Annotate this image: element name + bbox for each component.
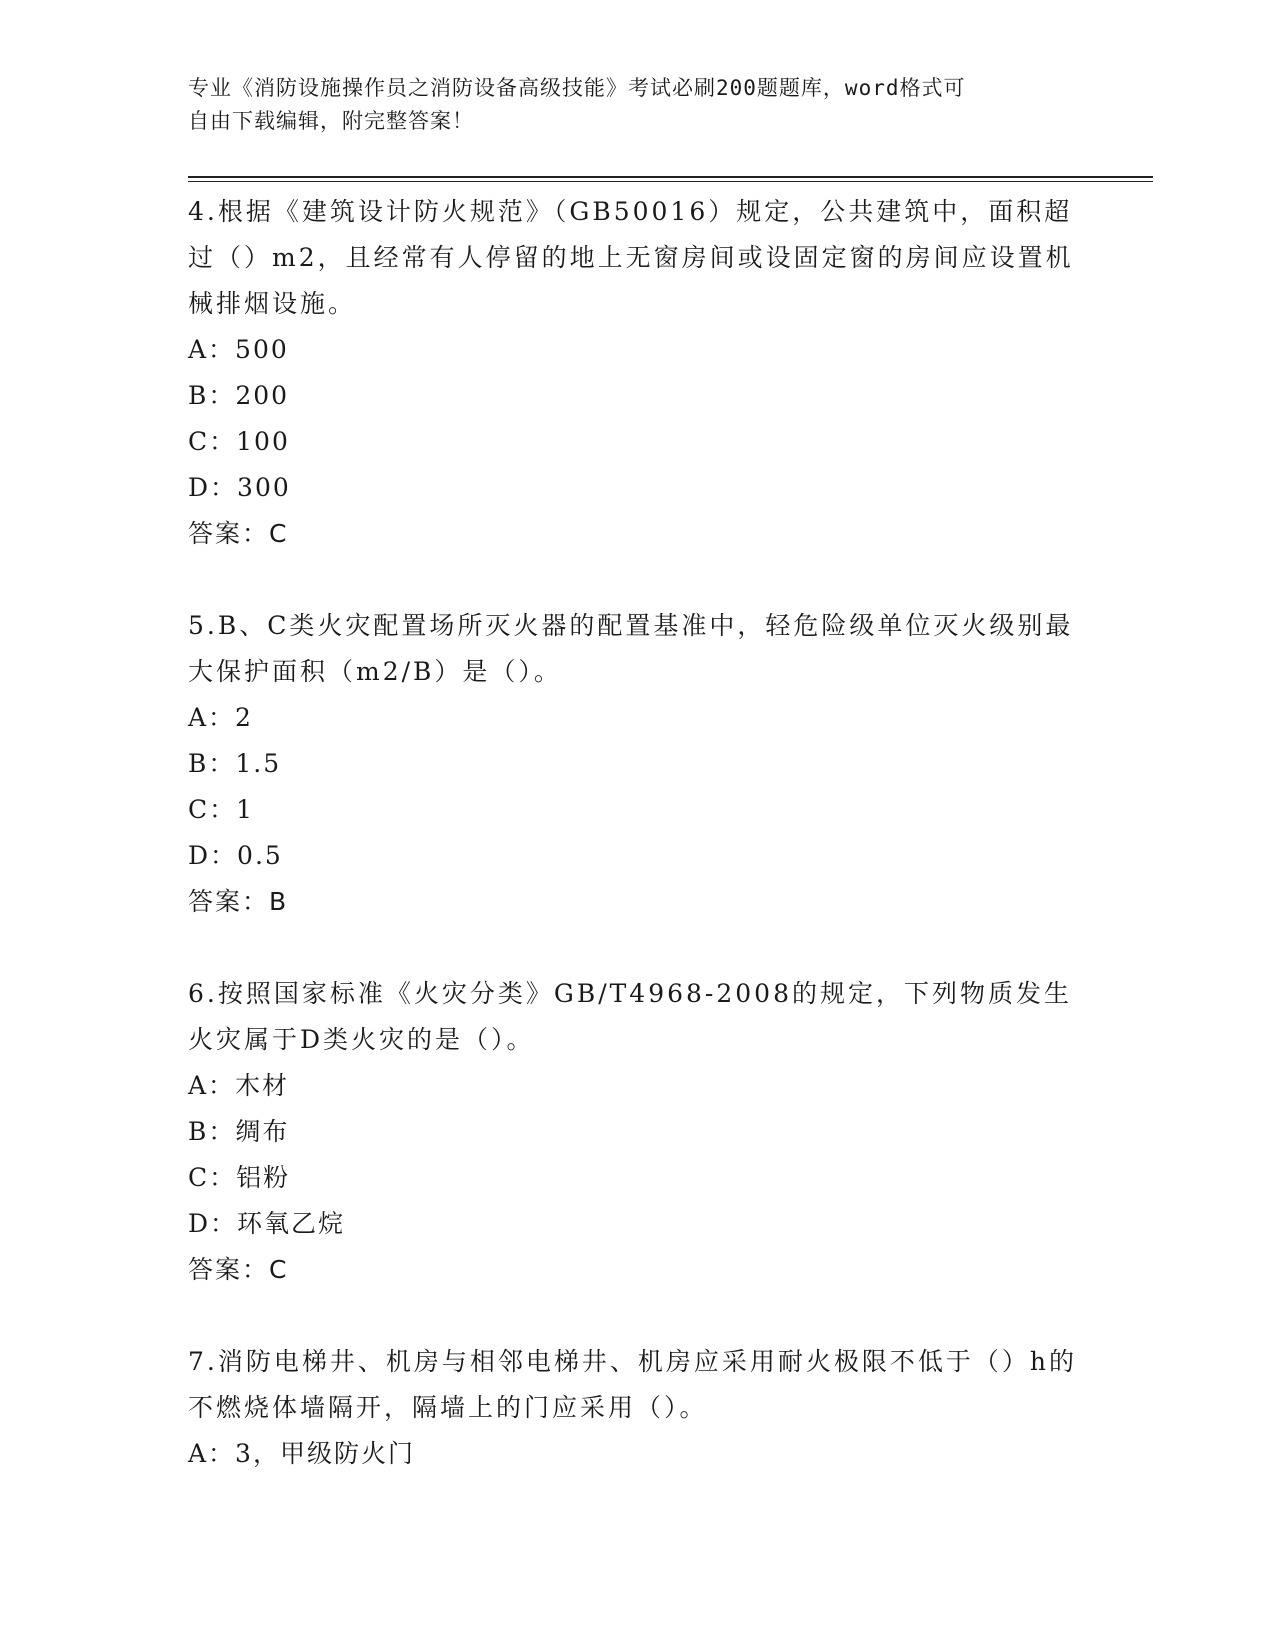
answer-label: 答案：C bbox=[188, 1255, 289, 1284]
option-b: B：绸布 bbox=[188, 1117, 290, 1146]
option-c: C：100 bbox=[188, 427, 290, 456]
question-text: 4.根据《建筑设计防火规范》（GB50016）规定，公共建筑中，面积超过（）m2，且经常有人停留的地上无窗房间或设固定窗的房间应设置机械排烟设施。 bbox=[188, 197, 1074, 318]
header-line-1: 专业《消防设施操作员之消防设备高级技能》考试必刷200题题库，word格式可 bbox=[188, 76, 966, 100]
option-a: A：3，甲级防火门 bbox=[188, 1439, 415, 1468]
question-item bbox=[188, 971, 1088, 1293]
question-item bbox=[188, 1339, 1088, 1477]
answer-label: 答案：C bbox=[188, 519, 289, 548]
option-a: A：木材 bbox=[188, 1071, 290, 1100]
option-d: D：环氧乙烷 bbox=[188, 1209, 346, 1238]
option-a: A：2 bbox=[188, 703, 253, 732]
option-b: B：1.5 bbox=[188, 749, 282, 778]
question-list bbox=[188, 189, 1088, 1523]
option-c: C：铝粉 bbox=[188, 1163, 291, 1192]
question-item bbox=[188, 189, 1088, 557]
option-d: D：0.5 bbox=[188, 841, 283, 870]
option-c: C：1 bbox=[188, 795, 255, 824]
question-item bbox=[188, 603, 1088, 925]
question-text: 5.B、C类火灾配置场所灭火器的配置基准中，轻危险级单位灭火级别最大保护面积（m2/B）是（）。 bbox=[188, 611, 1074, 686]
header-line-2: 自由下载编辑，附完整答案！ bbox=[188, 109, 474, 133]
question-text: 7.消防电梯井、机房与相邻电梯井、机房应采用耐火极限不低于（）h的不燃烧体墙隔开，隔墙上的门应采用（）。 bbox=[188, 1347, 1077, 1422]
divider-thick-line bbox=[188, 176, 1153, 178]
option-b: B：200 bbox=[188, 381, 290, 410]
question-text: 6.按照国家标准《火灾分类》GB/T4968-2008的规定，下列物质发生火灾属于D类火灾的是（）。 bbox=[188, 979, 1072, 1054]
divider-thin-line bbox=[188, 181, 1153, 182]
option-d: D：300 bbox=[188, 473, 291, 502]
document-header bbox=[188, 72, 1068, 138]
answer-label: 答案：B bbox=[188, 887, 289, 916]
header-divider bbox=[188, 176, 1153, 182]
option-a: A：500 bbox=[188, 335, 289, 364]
